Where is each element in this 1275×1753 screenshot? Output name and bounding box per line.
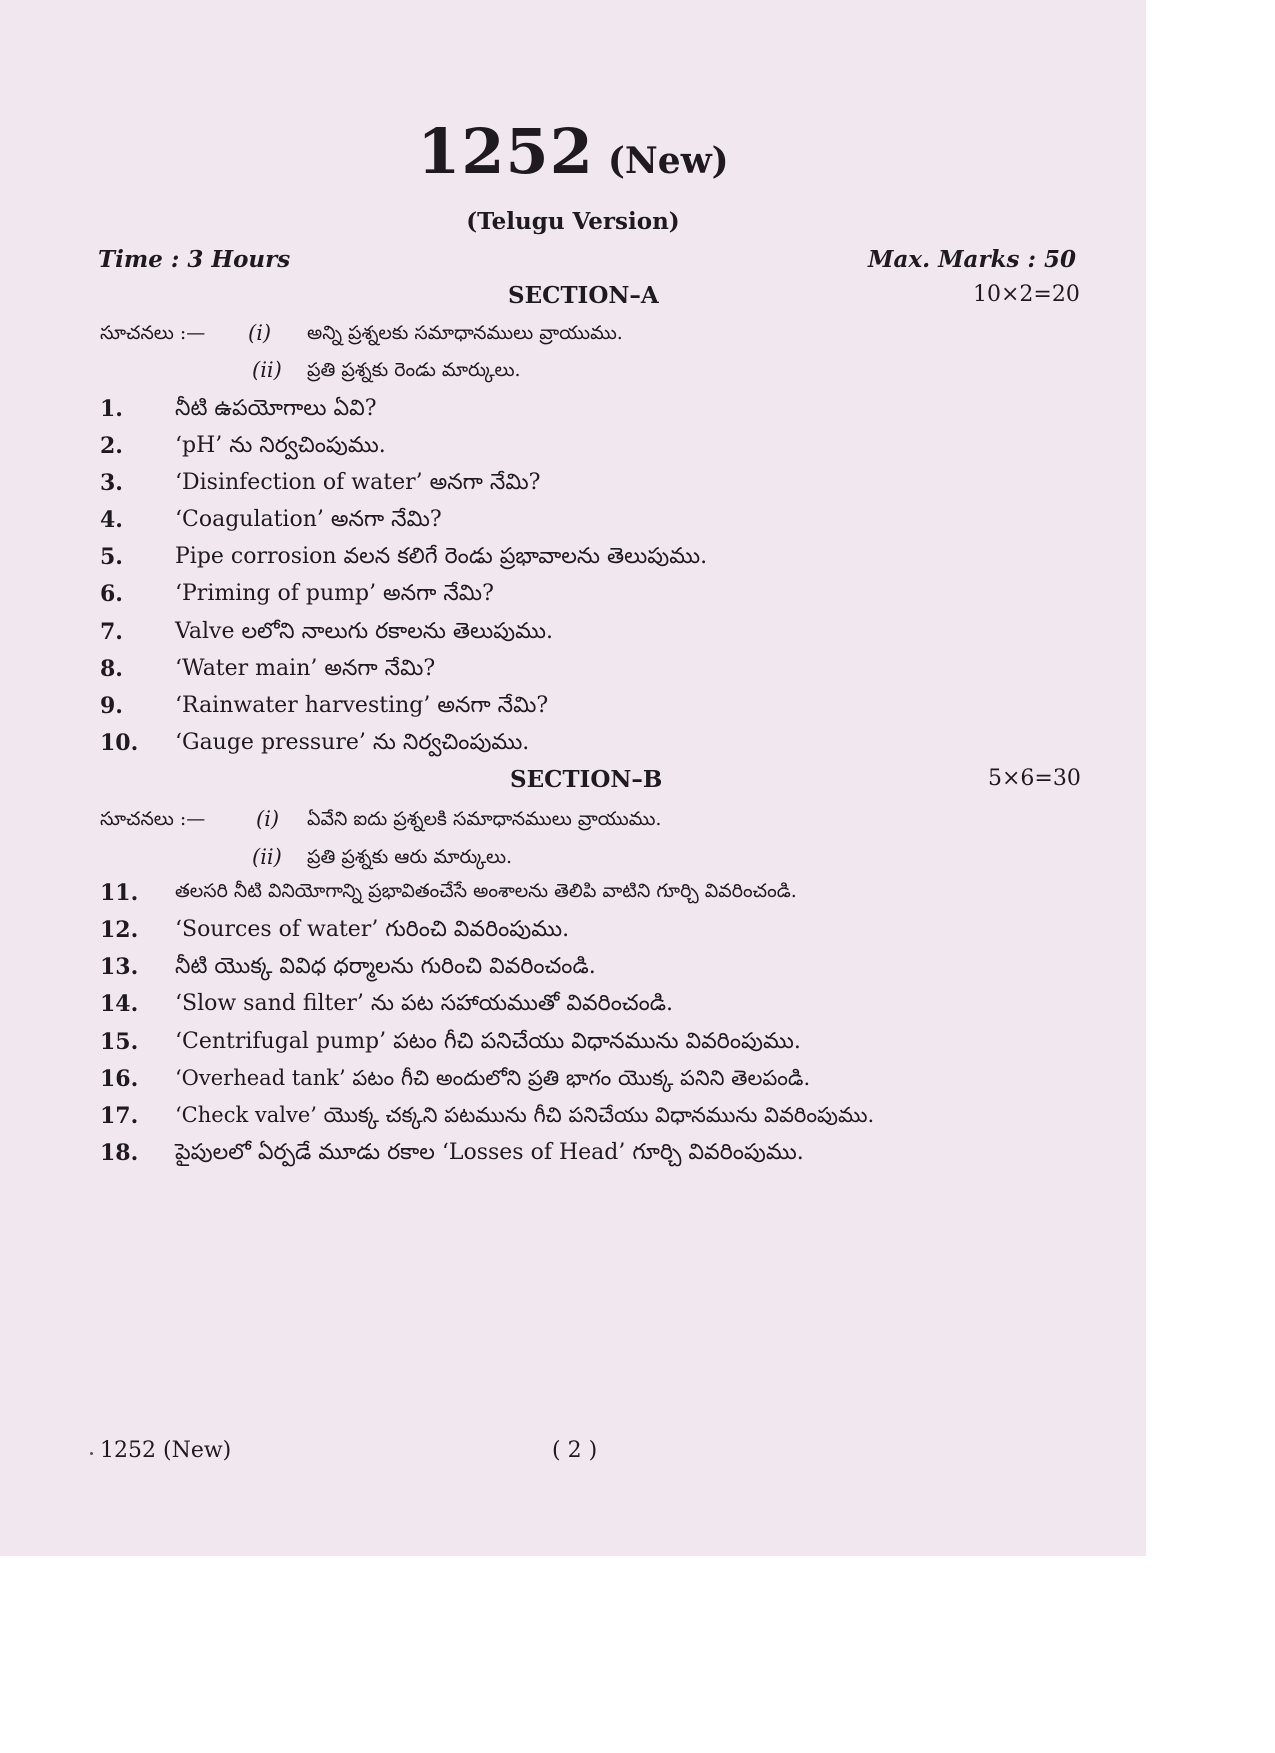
question-text: ‘Rainwater harvesting’ అనగా నేమి? — [175, 693, 549, 718]
question-text: ‘Sources of water’ గురించి వివరింపుము. — [175, 917, 570, 942]
question-text: ‘Disinfection of water’ అనగా నేమి? — [175, 470, 541, 495]
section-a-note-index: (ii) — [252, 358, 282, 382]
question-text: తలసరి నీటి వినియోగాన్ని ప్రభావితంచేసే అంశాలను తెలిపి వాటిని గూర్చి వివరించండి. — [175, 880, 797, 902]
question-text: నీటి ఉపయోగాలు ఏవి? — [175, 396, 377, 421]
question-text: నీటి యొక్క వివిధ ధర్మాలను గురించి వివరించండి. — [175, 954, 596, 979]
section-a-note-index: (i) — [248, 321, 272, 345]
question-number: 3. — [100, 470, 123, 496]
paper-code — [0, 115, 1146, 188]
question-text: పైపులలో ఏర్పడే మూడు రకాల ‘Losses of Head’ గూర్చి వివరింపుము. — [175, 1140, 804, 1165]
question-text: ‘Coagulation’ అనగా నేమి? — [175, 507, 442, 532]
paper-code-tag: (New) — [607, 140, 729, 182]
question-text: ‘Slow sand filter’ ను పట సహాయముతో వివరించండి. — [175, 991, 674, 1016]
question-number: 14. — [100, 991, 139, 1017]
question-text: Valve లలోని నాలుగు రకాలను తెలుపుము. — [175, 619, 554, 644]
question-text: Pipe corrosion వలన కలిగే రెండు ప్రభావాలను తెలుపుము. — [175, 544, 708, 569]
question-text: ‘Centrifugal pump’ పటం గీచి పనిచేయు విధానమును వివరింపుము. — [175, 1029, 801, 1054]
question-number: 12. — [100, 917, 139, 943]
section-b-note-text: ఏవేని ఐదు ప్రశ్నలకి సమాధానములు వ్రాయుము. — [307, 808, 662, 830]
exam-max-marks: Max. Marks : 50 — [868, 246, 1076, 273]
section-b-note-text: ప్రతి ప్రశ్నకు ఆరు మార్కులు. — [307, 846, 513, 868]
question-number: 18. — [100, 1140, 139, 1166]
question-number: 4. — [100, 507, 123, 533]
paper-code-number: 1252 — [417, 115, 594, 188]
question-text: ‘pH’ ను నిర్వచింపుము. — [175, 433, 386, 458]
question-text: ‘Gauge pressure’ ను నిర్వచింపుము. — [175, 730, 530, 755]
section-a-note-text: అన్ని ప్రశ్నలకు సమాధానములు వ్రాయుము. — [307, 322, 623, 344]
question-number: 1. — [100, 396, 123, 422]
scan-speck — [90, 1452, 93, 1455]
question-number: 8. — [100, 656, 123, 682]
section-b-title: SECTION–B — [510, 766, 663, 793]
question-number: 16. — [100, 1066, 139, 1092]
question-text: ‘Overhead tank’ పటం గీచి అందులోని ప్రతి భాగం యొక్క పనిని తెలపండి. — [175, 1066, 811, 1090]
section-a-note-label: సూచనలు :— — [100, 322, 206, 344]
question-text: ‘Priming of pump’ అనగా నేమి? — [175, 581, 494, 606]
question-number: 6. — [100, 581, 123, 607]
question-text: ‘Check valve’ యొక్క చక్కని పటమును గీచి పనిచేయు విధానమును వివరింపుము. — [175, 1103, 875, 1127]
footer-paper-code: 1252 (New) — [100, 1438, 232, 1463]
question-number: 2. — [100, 433, 123, 459]
section-a-title: SECTION–A — [508, 282, 659, 309]
exam-time: Time : 3 Hours — [98, 246, 291, 273]
question-number: 17. — [100, 1103, 139, 1129]
question-number: 15. — [100, 1029, 139, 1055]
paper-version: (Telugu Version) — [466, 208, 680, 235]
section-a-marks: 10×2=20 — [973, 282, 1080, 307]
question-text: ‘Water main’ అనగా నేమి? — [175, 656, 436, 681]
question-number: 5. — [100, 544, 123, 570]
question-number: 9. — [100, 693, 123, 719]
section-b-note-label: సూచనలు :— — [100, 808, 206, 830]
footer-page-number: ( 2 ) — [552, 1438, 598, 1463]
section-a-note-text: ప్రతి ప్రశ్నకు రెండు మార్కులు. — [307, 359, 521, 381]
question-number: 10. — [100, 730, 139, 756]
question-number: 11. — [100, 880, 139, 906]
question-number: 7. — [100, 619, 123, 645]
section-b-note-index: (i) — [256, 807, 280, 831]
section-b-note-index: (ii) — [252, 845, 282, 869]
question-number: 13. — [100, 954, 139, 980]
section-b-marks: 5×6=30 — [988, 766, 1081, 791]
